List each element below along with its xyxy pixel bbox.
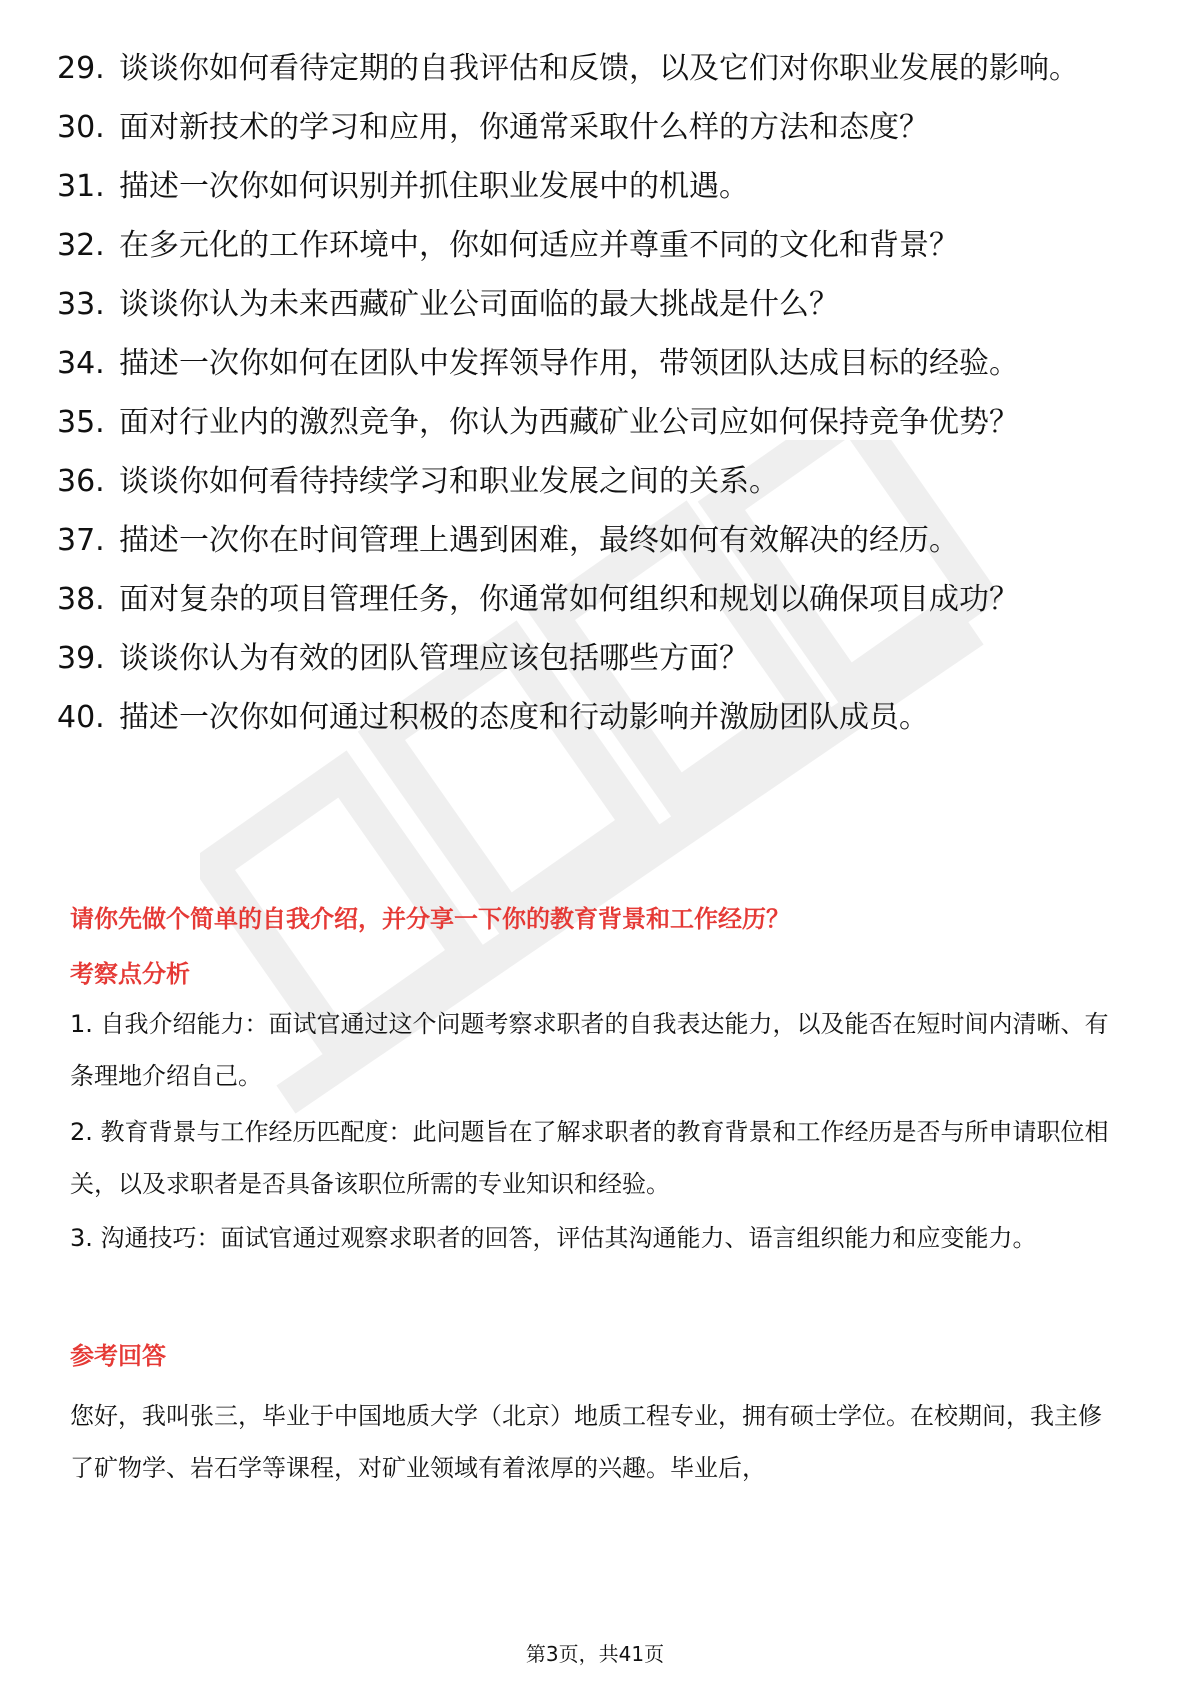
reference-title: 参考回答 xyxy=(70,1342,166,1370)
question-text: 面对新技术的学习和应用，你通常采取什么样的方法和态度？ xyxy=(119,110,929,145)
question-list xyxy=(57,50,1117,758)
question-number: 29. xyxy=(57,51,105,86)
question-item xyxy=(57,345,1117,383)
question-text: 谈谈你如何看待持续学习和职业发展之间的关系。 xyxy=(119,464,779,499)
analysis-point: 2. 教育背景与工作经历匹配度：此问题旨在了解求职者的教育背景和工作经历是否与所申请职位相关，以及求职者是否具备该职位所需的专业知识和经验。 xyxy=(70,1118,1109,1198)
featured-question: 请你先做个简单的自我介绍，并分享一下你的教育背景和工作经历？ xyxy=(70,905,790,933)
question-text: 描述一次你在时间管理上遇到困难，最终如何有效解决的经历。 xyxy=(119,523,959,558)
question-number: 31. xyxy=(57,169,105,204)
question-text: 谈谈你如何看待定期的自我评估和反馈，以及它们对你职业发展的影响。 xyxy=(119,51,1079,86)
question-number: 40. xyxy=(57,700,105,735)
question-item xyxy=(57,404,1117,442)
reference-answer: 您好，我叫张三，毕业于中国地质大学（北京）地质工程专业，拥有硕士学位。在校期间，我主修了矿物学、岩石学等课程，对矿业领域有着浓厚的兴趣。毕业后， xyxy=(70,1402,1102,1482)
question-text: 面对复杂的项目管理任务，你通常如何组织和规划以确保项目成功？ xyxy=(119,582,1019,617)
analysis-point: 1. 自我介绍能力：面试官通过这个问题考察求职者的自我表达能力，以及能否在短时间内清晰、有条理地介绍自己。 xyxy=(70,1010,1109,1090)
question-item xyxy=(57,463,1117,501)
page-footer: 第3页，共41页 xyxy=(525,1642,665,1666)
question-number: 35. xyxy=(57,405,105,440)
question-text: 描述一次你如何识别并抓住职业发展中的机遇。 xyxy=(119,169,749,204)
question-item xyxy=(57,286,1117,324)
question-item xyxy=(57,699,1117,737)
question-number: 39. xyxy=(57,641,105,676)
question-item xyxy=(57,522,1117,560)
question-number: 30. xyxy=(57,110,105,145)
question-item xyxy=(57,640,1117,678)
question-number: 34. xyxy=(57,346,105,381)
question-item xyxy=(57,227,1117,265)
question-number: 38. xyxy=(57,582,105,617)
question-text: 描述一次你如何通过积极的态度和行动影响并激励团队成员。 xyxy=(119,700,929,735)
analysis-title: 考察点分析 xyxy=(70,960,190,988)
question-text: 谈谈你认为有效的团队管理应该包括哪些方面？ xyxy=(119,641,749,676)
question-text: 谈谈你认为未来西藏矿业公司面临的最大挑战是什么？ xyxy=(119,287,839,322)
question-item xyxy=(57,581,1117,619)
question-text: 描述一次你如何在团队中发挥领导作用，带领团队达成目标的经验。 xyxy=(119,346,1019,381)
question-text: 在多元化的工作环境中，你如何适应并尊重不同的文化和背景？ xyxy=(119,228,959,263)
question-number: 36. xyxy=(57,464,105,499)
question-text: 面对行业内的激烈竞争，你认为西藏矿业公司应如何保持竞争优势？ xyxy=(119,405,1019,440)
analysis-point: 3. 沟通技巧：面试官通过观察求职者的回答，评估其沟通能力、语言组织能力和应变能力。 xyxy=(70,1224,1037,1252)
question-number: 33. xyxy=(57,287,105,322)
question-number: 37. xyxy=(57,523,105,558)
question-item xyxy=(57,109,1117,147)
question-number: 32. xyxy=(57,228,105,263)
question-item xyxy=(57,50,1117,88)
question-item xyxy=(57,168,1117,206)
